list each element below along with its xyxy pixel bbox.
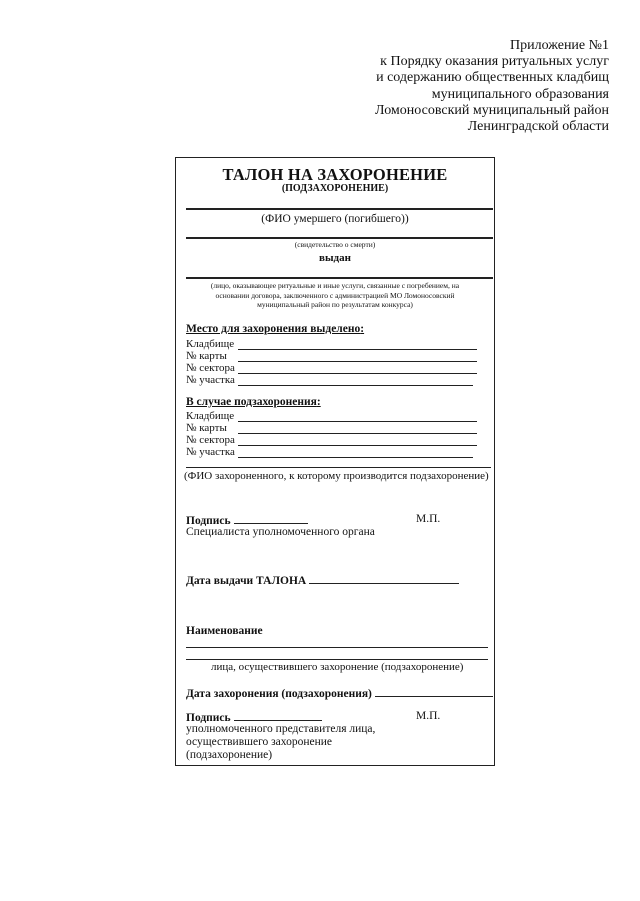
specialist-caption: Специалиста уполномоченного органа — [186, 526, 375, 538]
annex-header — [279, 38, 609, 135]
buried-caption: (ФИО захороненного, к которому производится подзахоронение) — [184, 470, 489, 482]
deceased-caption: (ФИО умершего (погибшего)) — [261, 213, 409, 225]
provider-caption-3: муниципальный район по результатам конкурса) — [257, 300, 413, 309]
annex-line: Ломоносовский муниципальный район — [375, 102, 609, 118]
reburial-heading: В случае подзахоронения: — [186, 396, 321, 408]
talon-title: ТАЛОН НА ЗАХОРОНЕНИЕ — [222, 165, 448, 184]
deceased-name-line[interactable] — [186, 208, 493, 210]
place-heading: Место для захоронения выделено: — [186, 323, 365, 335]
seal-label: М.П. — [416, 513, 441, 525]
signature-label: Подпись — [186, 712, 231, 724]
issue-date-label: Дата выдачи ТАЛОНА — [186, 575, 307, 587]
annex-line: муниципального образования — [431, 86, 609, 102]
rep-signature-row — [186, 710, 322, 724]
certificate-caption: (свидетельство о смерти) — [294, 240, 376, 249]
provider-caption-1: (лицо, оказывающее ритуальные и иные услуги, связанные с погребением, на — [210, 281, 460, 290]
death-certificate-line[interactable] — [186, 237, 493, 239]
field-label: Кладбище — [186, 338, 235, 350]
issue-date-field[interactable] — [309, 573, 459, 584]
performer-caption: лица, осуществившего захоронение (подзахоронение) — [211, 661, 464, 673]
issue-date-row — [186, 573, 459, 587]
reburial-plot-row — [186, 446, 486, 459]
field-label: № карты — [186, 350, 227, 362]
field-label: № карты — [186, 422, 227, 434]
burial-date-label: Дата захоронения (подзахоронения) — [186, 688, 372, 700]
buried-name-line[interactable] — [186, 467, 491, 468]
burial-date-row — [186, 686, 493, 700]
seal-label: М.П. — [416, 710, 441, 722]
field-label: № участка — [186, 446, 235, 458]
specialist-signature-row — [186, 513, 308, 527]
field-label: № сектора — [186, 434, 235, 446]
issued-label: выдан — [319, 252, 351, 264]
field-label: № сектора — [186, 362, 235, 374]
signature-label: Подпись — [186, 515, 231, 527]
annex-line: Ленинградской области — [467, 119, 609, 135]
provider-line[interactable] — [186, 277, 493, 279]
field-label: № участка — [186, 374, 235, 386]
annex-line: Приложение №1 — [510, 38, 609, 53]
talon-subtitle: (ПОДЗАХОРОНЕНИЕ) — [281, 183, 389, 194]
burial-talon-form — [175, 157, 495, 766]
reburial-plot-field[interactable] — [238, 457, 473, 458]
field-label: Кладбище — [186, 410, 235, 422]
performer-name-line-1[interactable] — [186, 647, 488, 648]
performer-name-line-2[interactable] — [186, 659, 488, 660]
place-plot-row — [186, 374, 486, 387]
provider-caption-2: основании договора, заключенного с администрацией МО Ломоносовский — [215, 290, 455, 300]
annex-line: и содержанию общественных кладбищ — [376, 70, 609, 86]
rep-caption-2: осуществившего захоронение — [186, 736, 333, 748]
specialist-signature-field[interactable] — [234, 513, 308, 524]
rep-signature-field[interactable] — [234, 710, 322, 721]
burial-date-field[interactable] — [375, 686, 493, 697]
annex-line: к Порядку оказания ритуальных услуг — [380, 54, 609, 70]
rep-caption-3: (подзахоронение) — [186, 749, 273, 761]
rep-caption-1: уполномоченного представителя лица, — [186, 723, 376, 735]
name-label: Наименование — [186, 625, 263, 637]
place-plot-field[interactable] — [238, 385, 473, 386]
